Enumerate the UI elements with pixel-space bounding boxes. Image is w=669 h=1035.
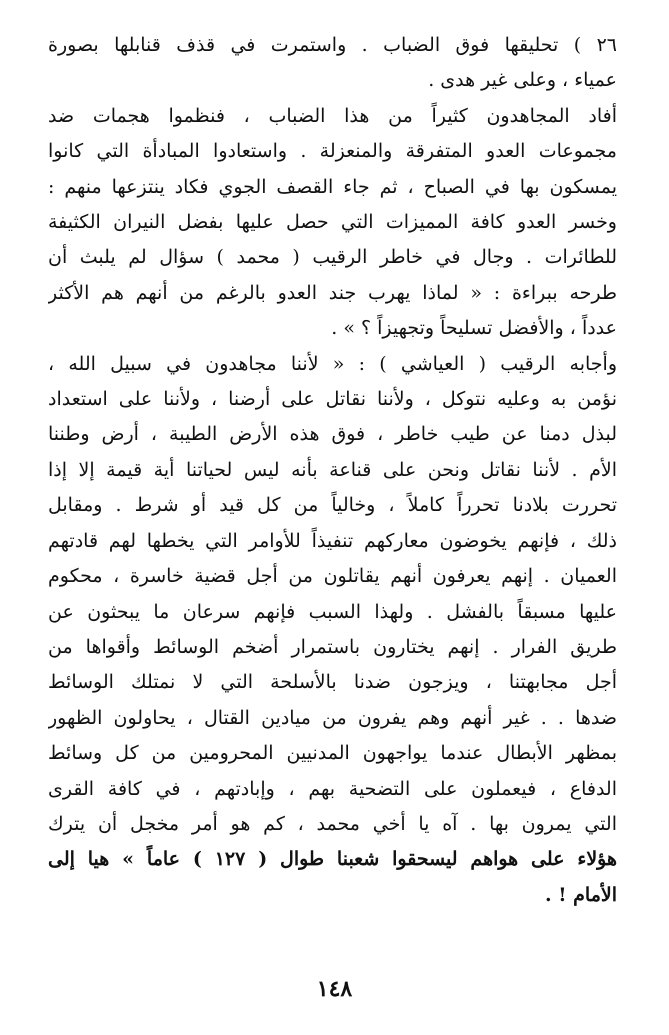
text-line: التي يمرون بها . آه يا أخي محمد ، كم هو أمر مخجل أن يترك xyxy=(48,812,617,835)
text-line: ذلك ، فإنهم يخوضون معاركهم تنفيذاً للأوامر التي يخطها لهم قادتهم xyxy=(48,529,617,552)
text-line: الأم . لأننا نقاتل ونحن على قناعة بأنه ليس لحياتنا أية قيمة إلا إذا xyxy=(48,458,617,481)
body-text xyxy=(48,28,617,913)
text-line: هؤلاء على هواهم ليسحقوا شعبنا طوال ( ١٢٧ ) عاماً » هيا إلى xyxy=(48,848,617,871)
text-line: وخسر العدو كافة المميزات التي حصل عليها بفضل النيران الكثيفة xyxy=(48,211,617,234)
text-line: تحررت بلادنا تحرراً كاملاً ، وخالياً من كل قيد أو شرط . ومقابل xyxy=(48,494,617,517)
text-line: للطائرات . وجال في خاطر الرقيب ( محمد ) سؤال لم يلبث أن xyxy=(48,246,617,269)
text-line: عدداً ، والأفضل تسليحاً وتجهيزاً ؟ » . xyxy=(331,317,617,340)
text-line: ٢٦ ) تحليقها فوق الضباب . واستمرت في قذف قنابلها بصورة xyxy=(48,34,617,56)
text-line: طرحه ببراءة : « لماذا يهرب جند العدو بالرغم من أنهم هم الأكثر xyxy=(48,281,617,304)
text-line: لبذل دمنا عن طيب خاطر ، فوق هذه الأرض الطيبة ، أرض وطننا xyxy=(48,423,617,446)
text-line: عمياء ، وعلى غير هدى . xyxy=(428,69,617,92)
text-line: أجل مجابهتنا ، ويزجون ضدنا بالأسلحة التي لا نمتلك الوسائط xyxy=(48,671,617,694)
text-line: طريق الفرار . إنهم يختارون باستمرار أضخم الوسائط وأقواها من xyxy=(48,635,617,658)
text-line: نؤمن به وعليه نتوكل ، ولأننا نقاتل على أرضنا ، ولأننا على استعداد xyxy=(48,388,617,411)
text-line: يمسكون بها في الصباح ، ثم جاء القصف الجوي فكاد ينتزعها منهم : xyxy=(48,175,617,198)
text-line: العميان . إنهم يعرفون أنهم يقاتلون من أجل قضية خاسرة ، محكوم xyxy=(48,565,617,588)
text-line: مجموعات العدو المتفرقة والمنعزلة . واستعادوا المبادأة التي كانوا xyxy=(48,140,617,163)
text-line: وأجابه الرقيب ( العياشي ) : « لأننا مجاهدون في سبيل الله ، xyxy=(48,352,617,375)
text-line: عليها مسبقاً بالفشل . ولهذا السبب فإنهم سرعان ما يبحثون عن xyxy=(48,600,617,623)
text-line: الدفاع ، فيعملون على التضحية بهم ، وإبادتهم ، في كافة القرى xyxy=(48,777,617,800)
text-line: الأمام ! . xyxy=(544,883,617,906)
page-number: ١٤٨ xyxy=(316,976,353,1002)
text-line: أفاد المجاهدون كثيراً من هذا الضباب ، فنظموا هجمات ضد xyxy=(48,104,617,127)
text-line: ضدها . . غير أنهم وهم يفرون من ميادين القتال ، يحاولون الظهور xyxy=(48,706,617,729)
text-line: بمظهر الأبطال عندما يواجهون المدنيين المحرومين من كل وسائط xyxy=(48,742,617,765)
